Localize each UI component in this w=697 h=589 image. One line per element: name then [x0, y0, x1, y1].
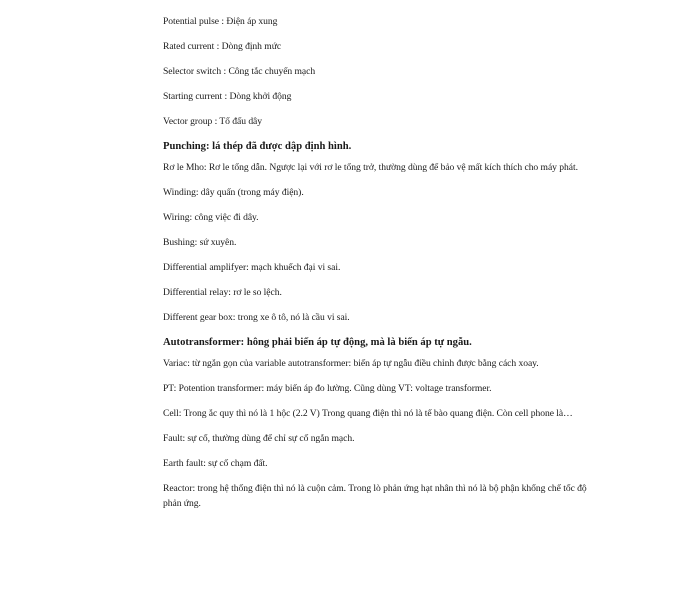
entry-potential-pulse: Potential pulse : Điện áp xung [163, 16, 278, 27]
entry-wiring: Wiring: công việc đi dây. [163, 212, 259, 223]
entry-pt: PT: Potention transformer: máy biến áp đo lường. Cũng dùng VT: voltage transformer. [163, 383, 492, 394]
entry-rated-current: Rated current : Dòng định mức [163, 41, 282, 52]
heading-punching: Punching: lá thép đã được dập định hình. [163, 141, 352, 152]
heading-autotransformer: Autotransformer: hông phải biến áp tự động, mà là biến áp tự ngẫu. [163, 337, 472, 348]
entry-earth-fault: Earth fault: sự cố chạm đất. [163, 458, 268, 469]
entry-bushing: Bushing: sứ xuyên. [163, 237, 237, 248]
entry-differential-amplifyer: Differential amplifyer: mạch khuếch đại vi sai. [163, 262, 341, 273]
entry-differential-relay: Differential relay: rơ le so lệch. [163, 287, 282, 298]
entry-starting-current: Starting current : Dòng khởi động [163, 91, 292, 102]
entry-mho-relay: Rơ le Mho: Rơ le tổng dẫn. Ngược lại với rơ le tổng trở, thường dùng để bảo vệ mất kích thích cho máy phát. [163, 162, 578, 173]
glossary-document [163, 15, 588, 522]
entry-reactor: Reactor: trong hệ thống điện thì nó là cuộn cảm. Trong lò phản ứng hạt nhân thì nó là bộ phận khống chế tốc độ phản ứng. [163, 483, 587, 509]
entry-vector-group: Vector group : Tổ đấu dây [163, 116, 263, 127]
entry-variac: Variac: từ ngắn gọn của variable autotransformer: biến áp tự ngẫu điều chỉnh được bằng cách xoay. [163, 358, 539, 369]
entry-different-gear-box: Different gear box: trong xe ô tô, nó là cầu vi sai. [163, 312, 350, 323]
entry-winding: Winding: dây quấn (trong máy điện). [163, 187, 304, 198]
entry-fault: Fault: sự cố, thường dùng để chỉ sự cố ngắn mạch. [163, 433, 355, 444]
entry-selector-switch: Selector switch : Công tắc chuyển mạch [163, 66, 316, 77]
entry-cell: Cell: Trong ắc quy thì nó là 1 hộc (2.2 V) Trong quang điện thì nó là tế bào quang điện. Còn cell phone là… [163, 408, 573, 419]
